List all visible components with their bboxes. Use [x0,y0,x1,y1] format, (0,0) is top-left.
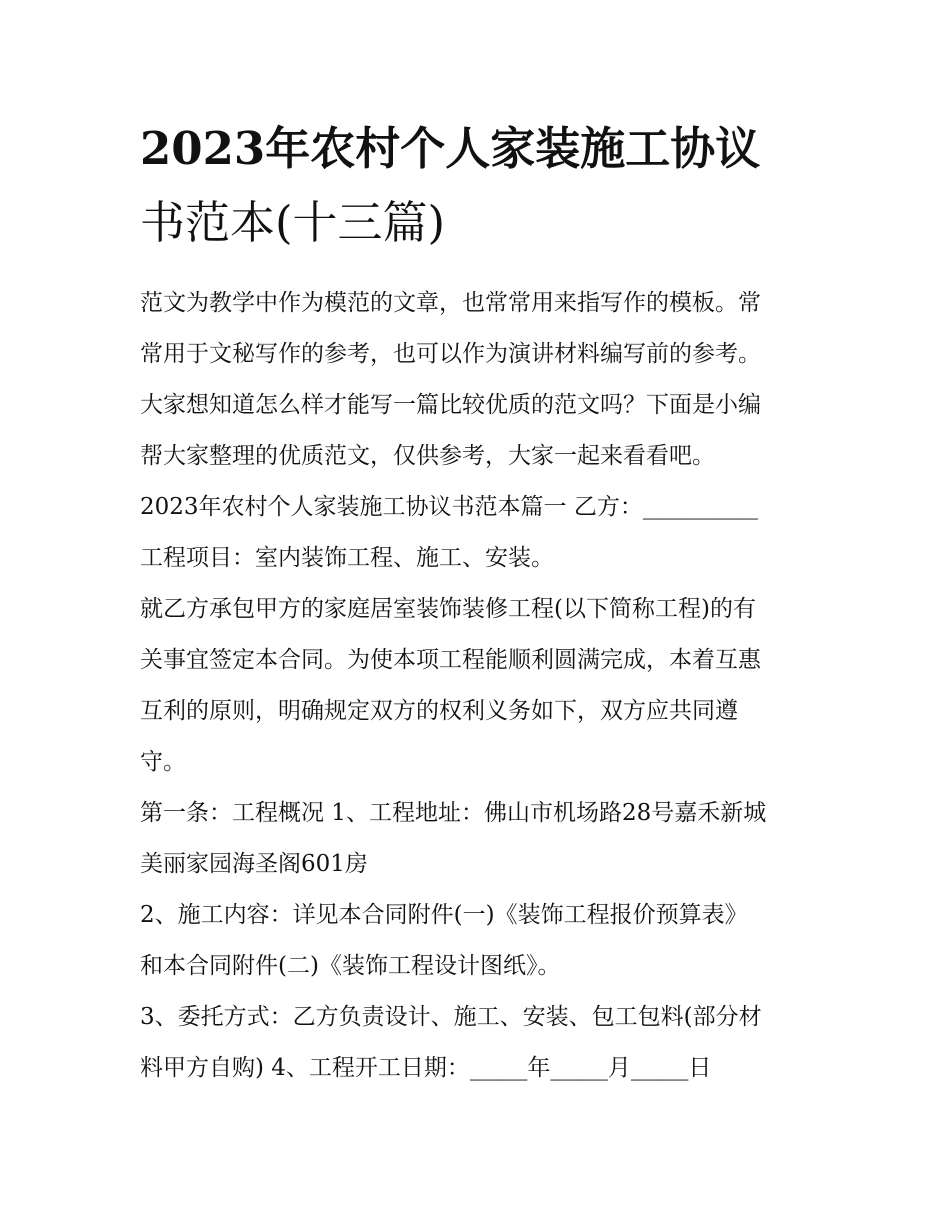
document-page [140,112,820,1094]
document-title-line-1: 2023年农村个人家装施工协议 [140,122,761,175]
document-body [140,278,820,1094]
body-line: 美丽家园海圣阁601房 [140,851,368,877]
document-title [140,112,820,260]
body-line: 守。 [140,749,186,775]
body-line: 料甲方自购) 4、工程开工日期：_____年_____月_____日 [140,1055,712,1081]
body-line: 第一条：工程概况 1、工程地址：佛山市机场路28号嘉禾新城 [140,800,767,826]
body-line: 和本合同附件(二)《装饰工程设计图纸》。 [140,953,561,979]
body-line: 工程项目：室内装饰工程、施工、安装。 [140,545,554,571]
document-title-line-2: 书范本(十三篇) [140,196,446,249]
body-line: 范文为教学中作为模范的文章，也常常用来指写作的模板。常 [140,290,761,316]
body-line: 2023年农村个人家装施工协议书范本篇一 乙方：__________ [140,494,758,520]
body-line: 大家想知道怎么样才能写一篇比较优质的范文吗？下面是小编 [140,392,761,418]
body-line: 就乙方承包甲方的家庭居室装饰装修工程(以下简称工程)的有 [140,596,756,622]
body-line: 常用于文秘写作的参考，也可以作为演讲材料编写前的参考。 [140,341,761,367]
body-line: 关事宜签定本合同。为使本项工程能顺利圆满完成，本着互惠 [140,647,761,673]
body-line: 3、委托方式：乙方负责设计、施工、安装、包工包料(部分材 [140,1004,762,1030]
body-line: 2、施工内容：详见本合同附件(一)《装饰工程报价预算表》 [140,902,748,928]
body-line: 帮大家整理的优质范文，仅供参考，大家一起来看看吧。 [140,443,715,469]
body-line: 互利的原则，明确规定双方的权利义务如下，双方应共同遵 [140,698,738,724]
